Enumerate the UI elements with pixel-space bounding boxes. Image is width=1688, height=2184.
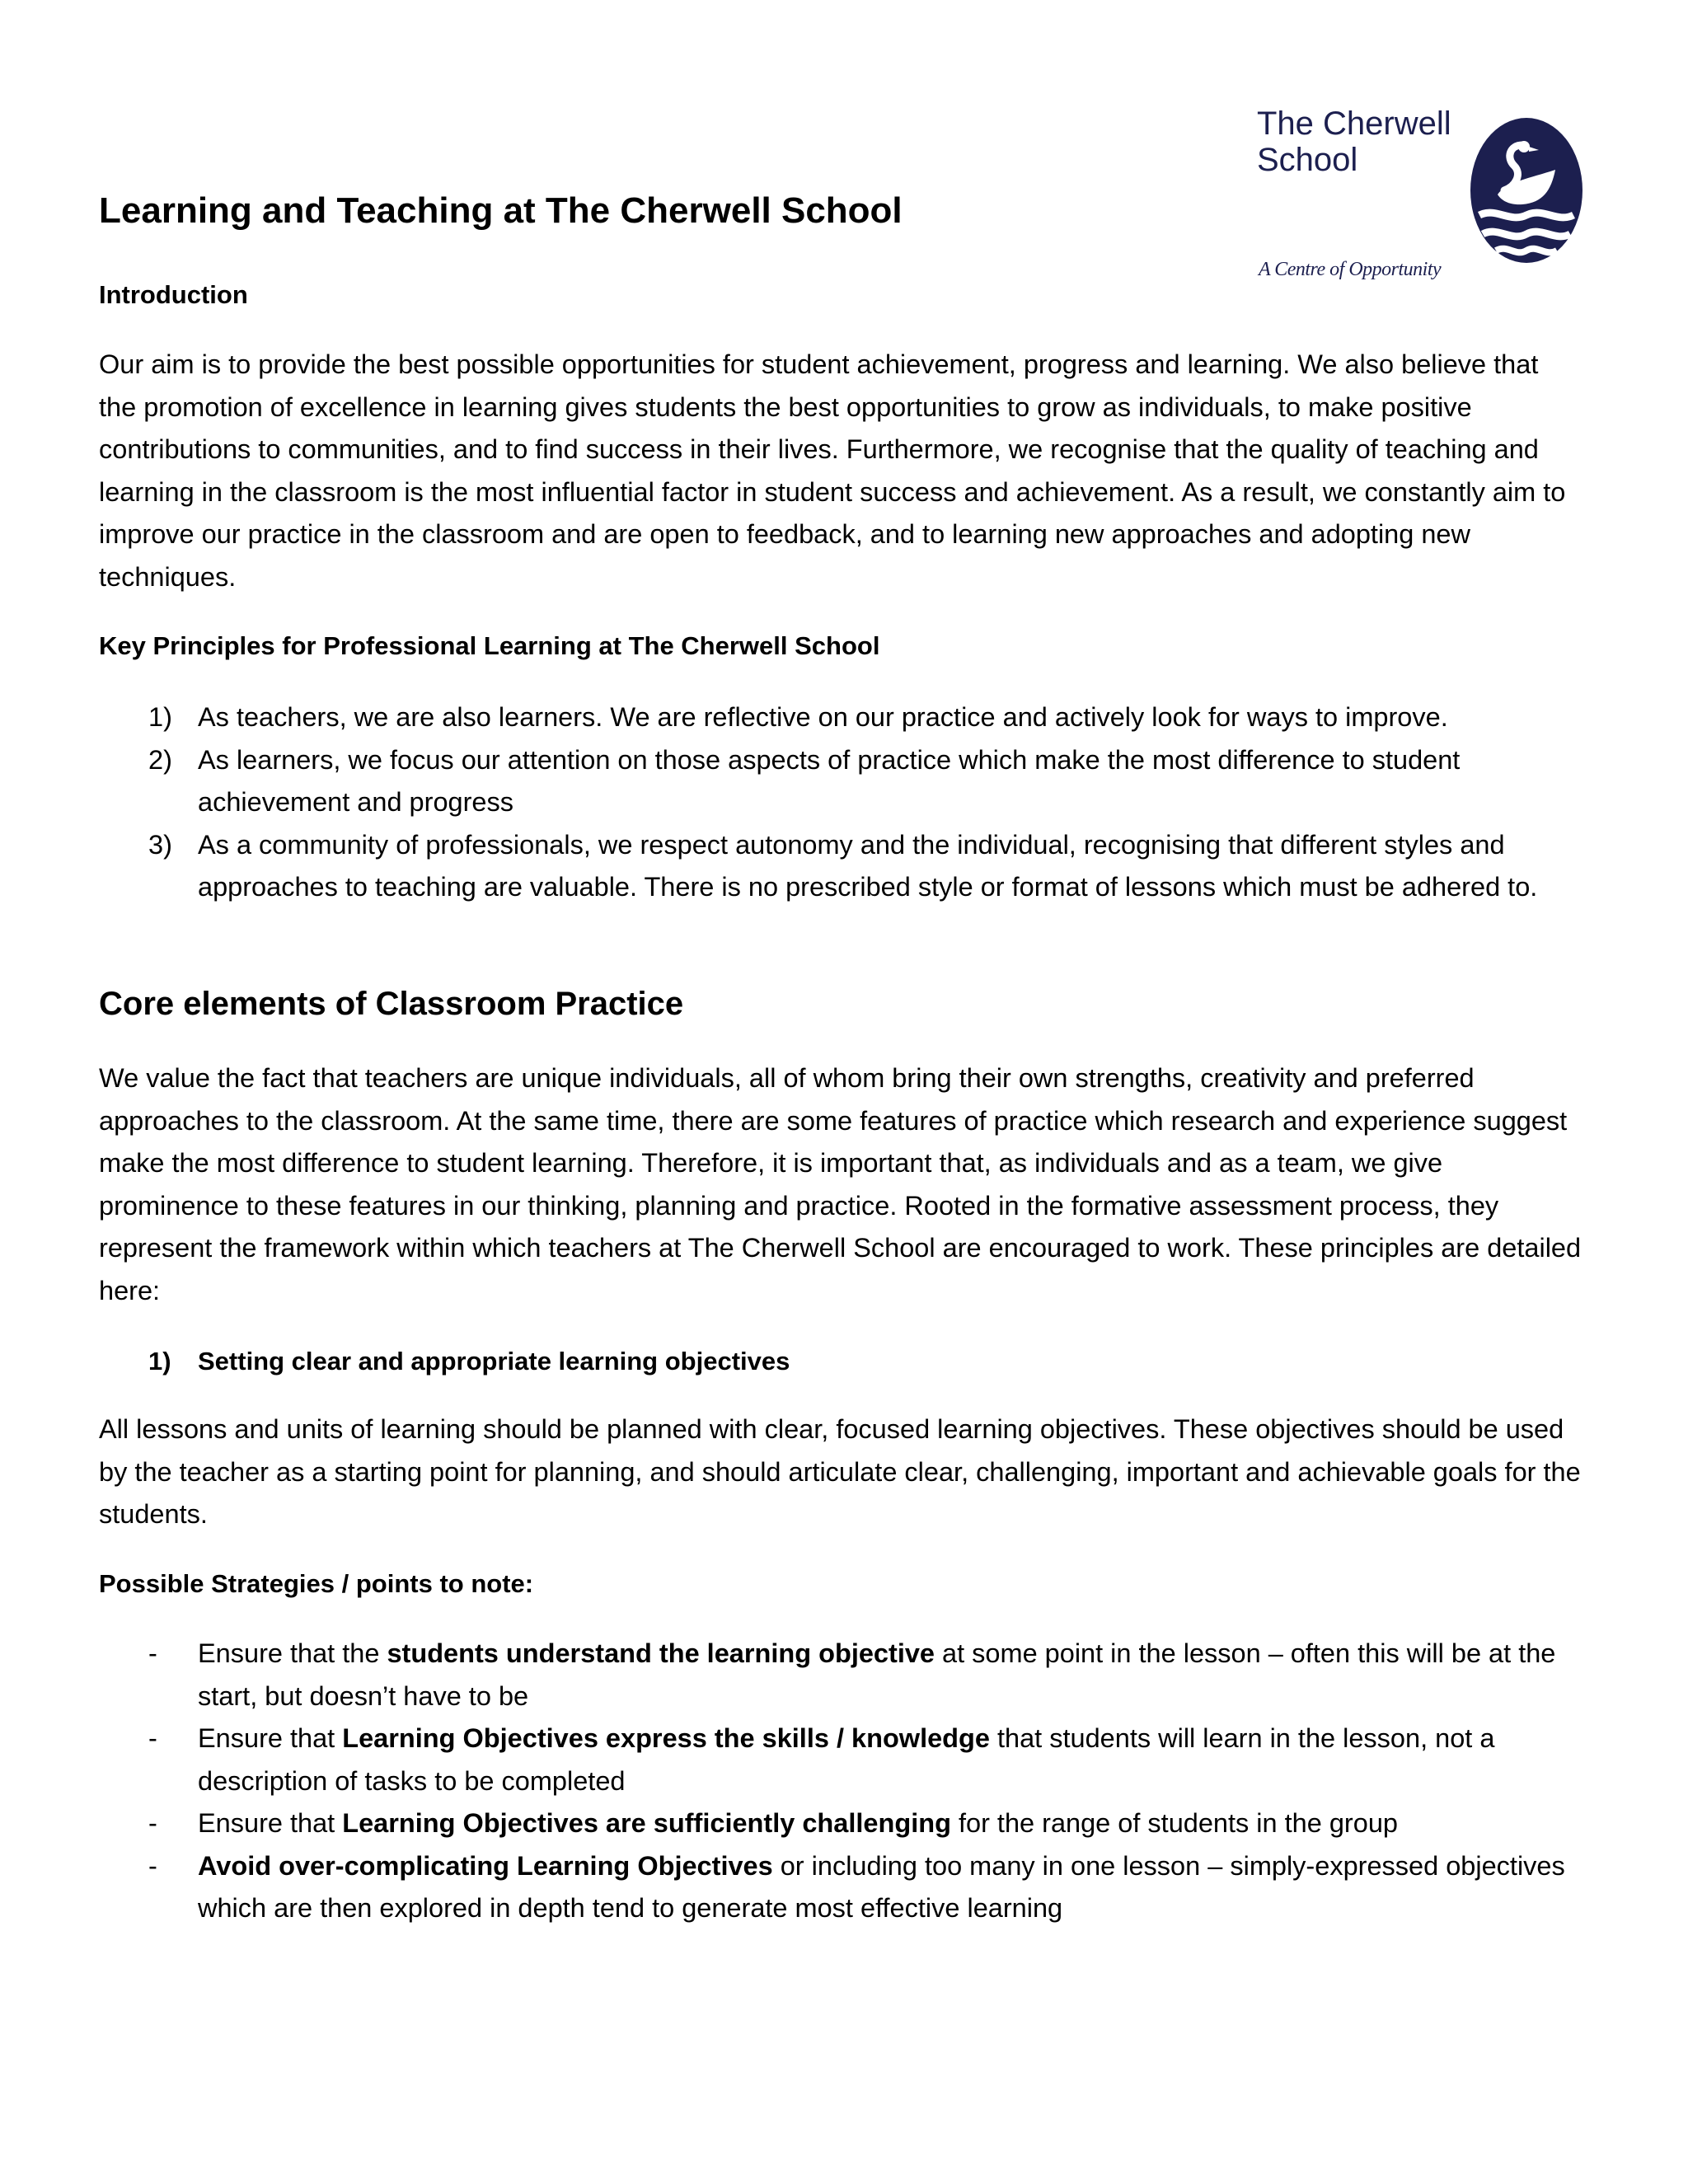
list-marker: -: [148, 1723, 157, 1753]
section1-paragraph: All lessons and units of learning should be planned with clear, focused learning objectives. These objectives should be used by the teacher as a starting point for planning, and should articulate clear, challenging, important and achievable goals for the students.: [99, 1414, 1581, 1529]
list-marker: 3): [148, 829, 172, 860]
strategies-list: [99, 1633, 1582, 1930]
introduction-heading: Introduction: [99, 280, 248, 309]
list-item: [99, 1845, 1582, 1930]
list-marker: 1): [148, 702, 172, 732]
strategy-text-bold: Learning Objectives are sufficiently challenging: [342, 1808, 951, 1838]
logo-name-line2: School: [1257, 142, 1358, 178]
strategies-heading: Possible Strategies / points to note:: [99, 1569, 534, 1598]
list-marker: -: [148, 1808, 157, 1838]
list-marker: -: [148, 1850, 157, 1881]
section1-marker: 1): [148, 1347, 171, 1376]
strategy-text-pre: Ensure that: [198, 1723, 343, 1753]
strategy-text-pre: Ensure that the: [198, 1638, 387, 1668]
list-item: [99, 1802, 1582, 1845]
section1-title: Setting clear and appropriate learning objectives: [198, 1347, 790, 1376]
list-item: [99, 739, 1582, 824]
introduction-paragraph: Our aim is to provide the best possible opportunities for student achievement, progress and learning. We also believe that the promotion of excellence in learning gives students the best opportunities to grow as individuals, to make positive contributions to communities, and to find success in their lives. Furthermore, we recognise that the quality of teaching and learning in the classroom is the most influential factor in student success and achievement. As a result, we constantly aim to improve our practice in the classroom and are open to feedback, and to learning new approaches and adopting new techniques.: [99, 349, 1566, 592]
strategy-text-post: at some point in the lesson – often this will be at the start, but doesn’t have to be: [198, 1638, 1556, 1711]
logo-school-name: [1257, 105, 1479, 178]
school-logo: [1257, 105, 1603, 295]
list-item-text: As learners, we focus our attention on those aspects of practice which make the most difference to student achievement and progress: [198, 744, 1461, 817]
strategy-text-post: or including too many in one lesson – simply-expressed objectives which are then explored in depth tend to generate most effective learning: [198, 1850, 1565, 1923]
core-elements-heading: Core elements of Classroom Practice: [99, 986, 684, 1022]
logo-name-line1: The Cherwell: [1257, 105, 1451, 142]
list-item-text: As a community of professionals, we respect autonomy and the individual, recognising that different styles and approaches to teaching are valuable. There is no prescribed style or format of lessons which must be adhered to.: [198, 829, 1538, 902]
strategy-text-post: for the range of students in the group: [950, 1808, 1398, 1838]
list-item: [99, 1718, 1582, 1802]
logo-tagline: A Centre of Opportunity: [1259, 259, 1442, 280]
strategy-text-bold: Learning Objectives express the skills / knowledge: [342, 1723, 990, 1753]
key-principles-heading: Key Principles for Professional Learning at The Cherwell School: [99, 631, 880, 660]
core-elements-paragraph: We value the fact that teachers are unique individuals, all of whom bring their own strengths, creativity and preferred approaches to the classroom. At the same time, there are some features of practice which research and experience suggest make the most difference to student learning. Therefore, it is important that, as individuals and as a team, we give prominence to these features in our thinking, planning and practice. Rooted in the formative assessment process, they represent the framework within which teachers at The Cherwell School are encouraged to work. These principles are detailed here:: [99, 1063, 1582, 1305]
strategy-text-bold: Avoid over-complicating Learning Objectives: [198, 1850, 773, 1881]
list-item-text: As teachers, we are also learners. We are reflective on our practice and actively look for ways to improve.: [198, 702, 1448, 732]
list-marker: 2): [148, 744, 172, 775]
key-principles-list: [99, 696, 1582, 909]
list-item: [99, 696, 1582, 739]
list-item: [99, 824, 1582, 909]
swan-crest-icon: [1465, 112, 1588, 269]
strategy-text-pre: Ensure that: [198, 1808, 343, 1838]
list-item: [99, 1633, 1582, 1718]
strategy-text-post: that students will learn in the lesson, not a description of tasks to be completed: [198, 1723, 1495, 1796]
list-marker: -: [148, 1638, 157, 1668]
strategy-text-bold: students understand the learning objective: [387, 1638, 935, 1668]
page-title: Learning and Teaching at The Cherwell School: [99, 190, 903, 231]
